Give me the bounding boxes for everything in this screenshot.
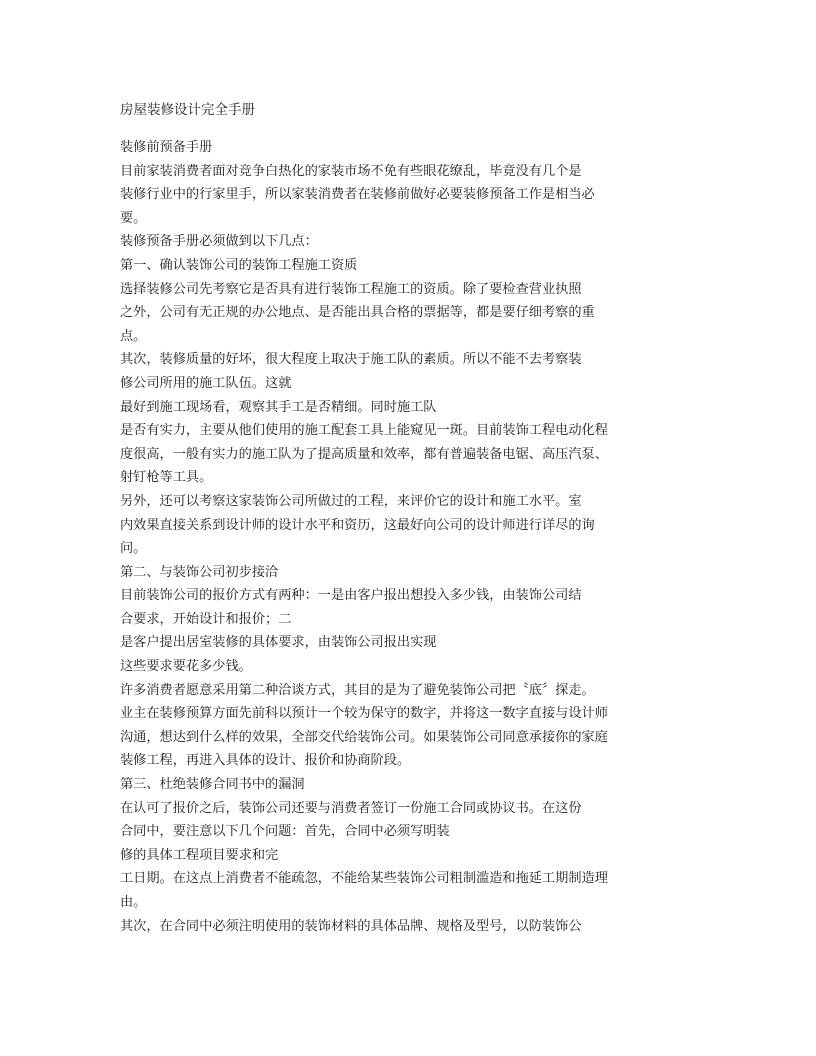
text-line: 装修行业中的行家里手，所以家装消费者在装修前做好必要装修预备工作是相当必 (120, 187, 595, 203)
text-line: 要。 (120, 210, 147, 226)
text-line: 目前家装消费者面对竞争白热化的家装市场不免有些眼花缭乱，毕竟没有几个是 (120, 163, 582, 179)
text-line: 之外，公司有无正规的办公地点、是否能出具合格的票据等，都是要仔细考察的重 (120, 305, 595, 321)
text-line: 由。 (120, 895, 147, 910)
text-line: 点。 (120, 328, 147, 344)
document-body (120, 136, 660, 938)
text-line: 第一、确认装饰公司的装饰工程施工资质 (120, 257, 358, 273)
text-line: 选择装修公司先考察它是否具有进行装饰工程施工的资质。除了要检查营业执照 (120, 281, 582, 297)
text-line: 修的具体工程项目要求和完 (120, 847, 279, 863)
text-line: 装修预备手册必须做到以下几点： (120, 234, 318, 250)
text-line: 是客户提出居室装修的具体要求，由装饰公司报出实现 (120, 635, 437, 651)
text-line: 合同中，要注意以下几个问题：首先，合同中必须写明装 (120, 824, 450, 840)
text-line: 合要求，开始设计和报价；二 (120, 611, 292, 627)
text-line: 其次，在合同中必须注明使用的装饰材料的具体品牌、规格及型号，以防装饰公 (120, 918, 582, 934)
text-line: 度很高，一般有实力的施工队为了提高质量和效率，都有普遍装备电锯、高压汽泵、 (120, 446, 608, 462)
text-line: 另外，还可以考察这家装饰公司所做过的工程，来评价它的设计和施工水平。室 (120, 493, 582, 509)
text-line: 许多消费者愿意采用第二种洽谈方式，其目的是为了避免装饰公司把〝底〞探走。 (120, 682, 595, 698)
text-line: 第二、与装饰公司初步接洽 (120, 564, 279, 580)
text-line: 装修工程，再进入具体的设计、报价和协商阶段。 (120, 753, 411, 769)
text-line: 问。 (120, 541, 147, 557)
text-line: 装修前预备手册 (120, 140, 213, 155)
text-line: 工日期。在这点上消费者不能疏忽，不能给某些装饰公司粗制滥造和拖延工期制造理 (120, 871, 608, 887)
text-line: 这些要求要花多少钱。 (120, 659, 252, 675)
text-line: 射钉枪等工具。 (120, 470, 213, 486)
text-line: 修公司所用的施工队伍。这就 (120, 375, 292, 391)
text-line: 在认可了报价之后，装饰公司还要与消费者签订一份施工合同或协议书。在这份 (120, 800, 582, 816)
text-line: 其次，装修质量的好坏，很大程度上取决于施工队的素质。所以不能不去考察装 (120, 352, 582, 368)
text-line: 是否有实力，主要从他们使用的施工配套工具上能窥见一斑。目前装饰工程电动化程 (120, 423, 608, 439)
text-line: 内效果直接关系到设计师的设计水平和资历，这最好向公司的设计师进行详尽的询 (120, 517, 595, 533)
text-line: 第三、杜绝装修合同书中的漏洞 (120, 777, 305, 793)
text-line: 最好到施工现场看，观察其手工是否精细。同时施工队 (120, 399, 437, 415)
document-title: 房屋装修设计完全手册 (120, 102, 255, 118)
text-line: 沟通，想达到什么样的效果，全部交代给装饰公司。如果装饰公司同意承接你的家庭 (120, 729, 608, 745)
text-line: 业主在装修预算方面先前科以预计一个较为保守的数字，并将这一数字直接与设计师 (120, 706, 608, 722)
text-line: 目前装饰公司的报价方式有两种：一是由客户报出想投入多少钱，由装饰公司结 (120, 588, 582, 604)
